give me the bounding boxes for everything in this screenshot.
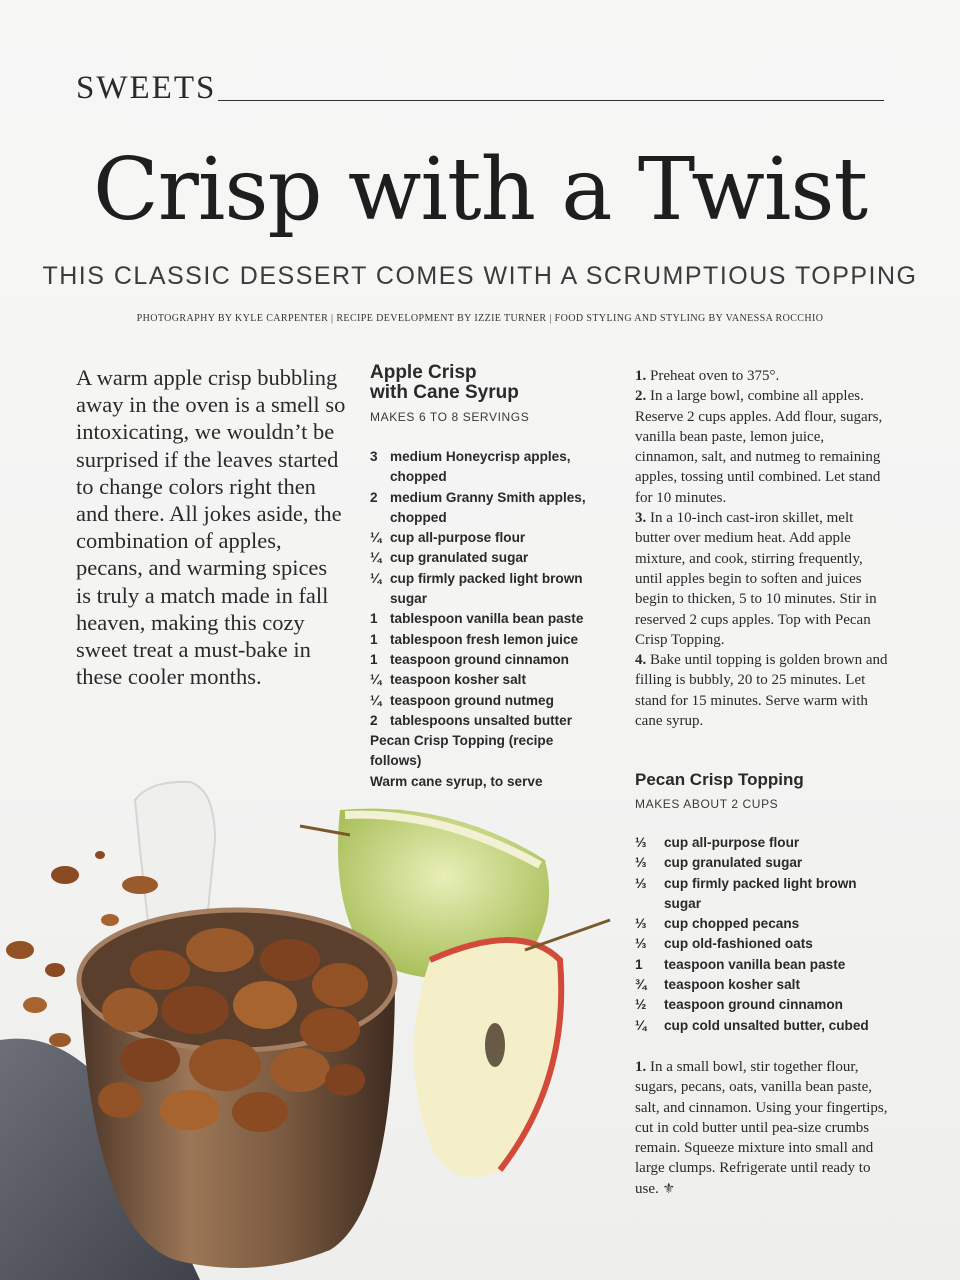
ingredient-item: [370, 650, 605, 670]
recipe-title-line-1: Apple Crisp: [370, 362, 477, 383]
ingredient-item: [635, 1016, 895, 1036]
step-text: Bake until topping is golden brown and filling is bubbly, 20 to 25 minutes. Let stand for 15 minutes. Serve warm with cane syrup.: [635, 652, 888, 730]
step-text: In a 10-inch cast-iron skillet, melt butter over medium heat. Add apple mixture, and cook, stirring frequently, until apples begin to soften and juices begin to thicken, 5 to 10 minutes. Stir in reserved 2 cups apples. Top with Pecan Crisp Topping.: [635, 510, 877, 648]
ingredient-quantity: ⅓: [635, 835, 647, 850]
ingredient-item: [635, 853, 895, 873]
intro-paragraph: A warm apple crisp bubbling away in the oven is a smell so intoxicating, we wouldn’t be surprised if the leaves started to change colors right then and there. All jokes aside, the combination of apples, pecans, and warming spices is truly a match made in fall heaven, making this cozy sweet treat a must-bake in these cooler months.: [76, 365, 346, 690]
ingredient-item: [635, 914, 895, 934]
recipe-step: [635, 650, 890, 731]
ingredient-quantity: 3: [370, 449, 378, 464]
recipe-yield: MAKES 6 TO 8 SERVINGS: [370, 410, 530, 424]
ingredient-quantity: ¼: [370, 692, 382, 708]
ingredient-item: [635, 975, 895, 995]
ingredient-text: Warm cane syrup, to serve: [370, 773, 543, 789]
topping-yield: MAKES ABOUT 2 CUPS: [635, 797, 779, 811]
ingredient-item: [370, 447, 605, 488]
ingredient-text: cup chopped pecans: [664, 916, 800, 932]
ingredient-quantity: ⅓: [635, 936, 647, 952]
step-text: In a small bowl, stir together flour, sugars, pecans, oats, vanilla bean paste, salt, and cinnamon. Using your fingertips, cut in cold butter until pea-size crumbs remain. Squeeze mixture into small and large clumps. Refrigerate until ready to use.: [635, 1059, 888, 1197]
ingredient-text: cup old-fashioned oats: [664, 936, 813, 952]
ingredient-item: [635, 833, 895, 853]
ingredient-item: [370, 528, 605, 548]
ingredient-item: [370, 488, 605, 529]
photo-credits: PHOTOGRAPHY BY KYLE CARPENTER | RECIPE DEVELOPMENT BY IZZIE TURNER | FOOD STYLING AND STYLING BY VANESSA ROCCHIO: [136, 313, 824, 324]
ingredient-item: [635, 995, 895, 1015]
recipe-steps: [635, 366, 890, 731]
ingredient-text: medium Granny Smith apples, chopped: [390, 489, 586, 525]
ingredient-quantity: ⅓: [635, 855, 647, 871]
ingredient-quantity: ¼: [370, 530, 382, 546]
ingredient-quantity: 1: [370, 611, 378, 627]
topping-steps: [635, 1057, 890, 1200]
recipe-title-line-2: with Cane Syrup: [370, 382, 519, 403]
recipe-title: [370, 363, 600, 403]
ingredient-item: [370, 609, 605, 629]
recipe-step: [635, 366, 890, 386]
topping-title: Pecan Crisp Topping: [635, 770, 804, 789]
ingredient-item: [370, 630, 605, 650]
ingredient-text: cup all-purpose flour: [390, 530, 526, 546]
ingredient-text: medium Honeycrisp apples, chopped: [390, 449, 571, 485]
ingredient-quantity: ¾: [635, 977, 647, 993]
ingredient-quantity: ¼: [370, 672, 382, 688]
ingredient-text: cup all-purpose flour: [664, 835, 800, 850]
ingredient-text: teaspoon ground cinnamon: [664, 997, 843, 1013]
recipe-ingredient-list: [370, 447, 605, 792]
ingredient-text: teaspoon ground cinnamon: [390, 651, 569, 667]
ingredient-text: tablespoon vanilla bean paste: [390, 611, 584, 627]
ingredient-quantity: 2: [370, 712, 378, 728]
step-number: 3.: [635, 510, 647, 527]
ingredient-quantity: 1: [370, 631, 378, 647]
step-number: 1.: [635, 368, 647, 384]
ingredient-text: cup cold unsalted butter, cubed: [664, 1017, 869, 1033]
apple-slice: [414, 920, 610, 1177]
recipe-step: [635, 386, 890, 508]
ingredient-quantity: 1: [635, 956, 643, 972]
ingredient-text: teaspoon kosher salt: [664, 977, 800, 993]
ingredient-text: cup firmly packed light brown sugar: [390, 570, 583, 607]
ingredient-item: [635, 874, 895, 915]
recipe-step: [635, 1057, 890, 1200]
ingredient-item: [635, 934, 895, 954]
topping-ingredient-list: [635, 833, 895, 1036]
end-mark-icon: ⚜: [662, 1181, 676, 1197]
step-text: Preheat oven to 375°.: [650, 368, 780, 384]
step-number: 2.: [635, 388, 647, 405]
ingredient-quantity: 1: [370, 651, 378, 667]
ingredient-text: cup granulated sugar: [390, 550, 529, 566]
ingredient-text: tablespoon fresh lemon juice: [390, 631, 579, 647]
ingredient-quantity: ⅓: [635, 875, 647, 891]
ingredient-item: [635, 955, 895, 975]
section-rule: [218, 100, 884, 101]
ingredient-text: teaspoon kosher salt: [390, 672, 526, 688]
ingredient-quantity: 2: [370, 489, 378, 505]
ingredient-quantity: ¼: [370, 550, 382, 566]
recipe-step: [635, 508, 890, 650]
ingredient-quantity: ⅓: [635, 916, 647, 932]
ingredient-text: teaspoon ground nutmeg: [390, 692, 554, 708]
ingredient-item: [370, 691, 605, 711]
section-label: SWEETS: [76, 70, 217, 106]
step-number: 4.: [635, 652, 647, 669]
ingredient-item: [370, 569, 605, 610]
ingredient-text: Pecan Crisp Topping (recipe follows): [370, 733, 554, 769]
step-text: In a large bowl, combine all apples. Reserve 2 cups apples. Add flour, sugars, vanilla bean paste, lemon juice, cinnamon, salt, and nutmeg to remaining apples, tossing until combined. Let stand for 10 minutes.: [635, 388, 883, 506]
ingredient-quantity: ¼: [370, 570, 382, 586]
ingredient-text: tablespoons unsalted butter: [390, 712, 573, 728]
article-title: Crisp with a Twist: [92, 140, 868, 240]
ingredient-text: cup firmly packed light brown sugar: [664, 875, 857, 911]
step-number: 1.: [635, 1059, 647, 1075]
ingredient-text: cup granulated sugar: [664, 855, 803, 871]
food-photo: [0, 760, 620, 1280]
ingredient-item: [370, 711, 605, 731]
ingredient-item: [370, 670, 605, 690]
ingredient-quantity: ¼: [635, 1017, 647, 1033]
ingredient-item: [370, 548, 605, 568]
article-subtitle: THIS CLASSIC DESSERT COMES WITH A SCRUMPTIOUS TOPPING: [42, 262, 918, 290]
ingredient-quantity: ½: [635, 997, 647, 1013]
ingredient-text: teaspoon vanilla bean paste: [664, 956, 846, 972]
